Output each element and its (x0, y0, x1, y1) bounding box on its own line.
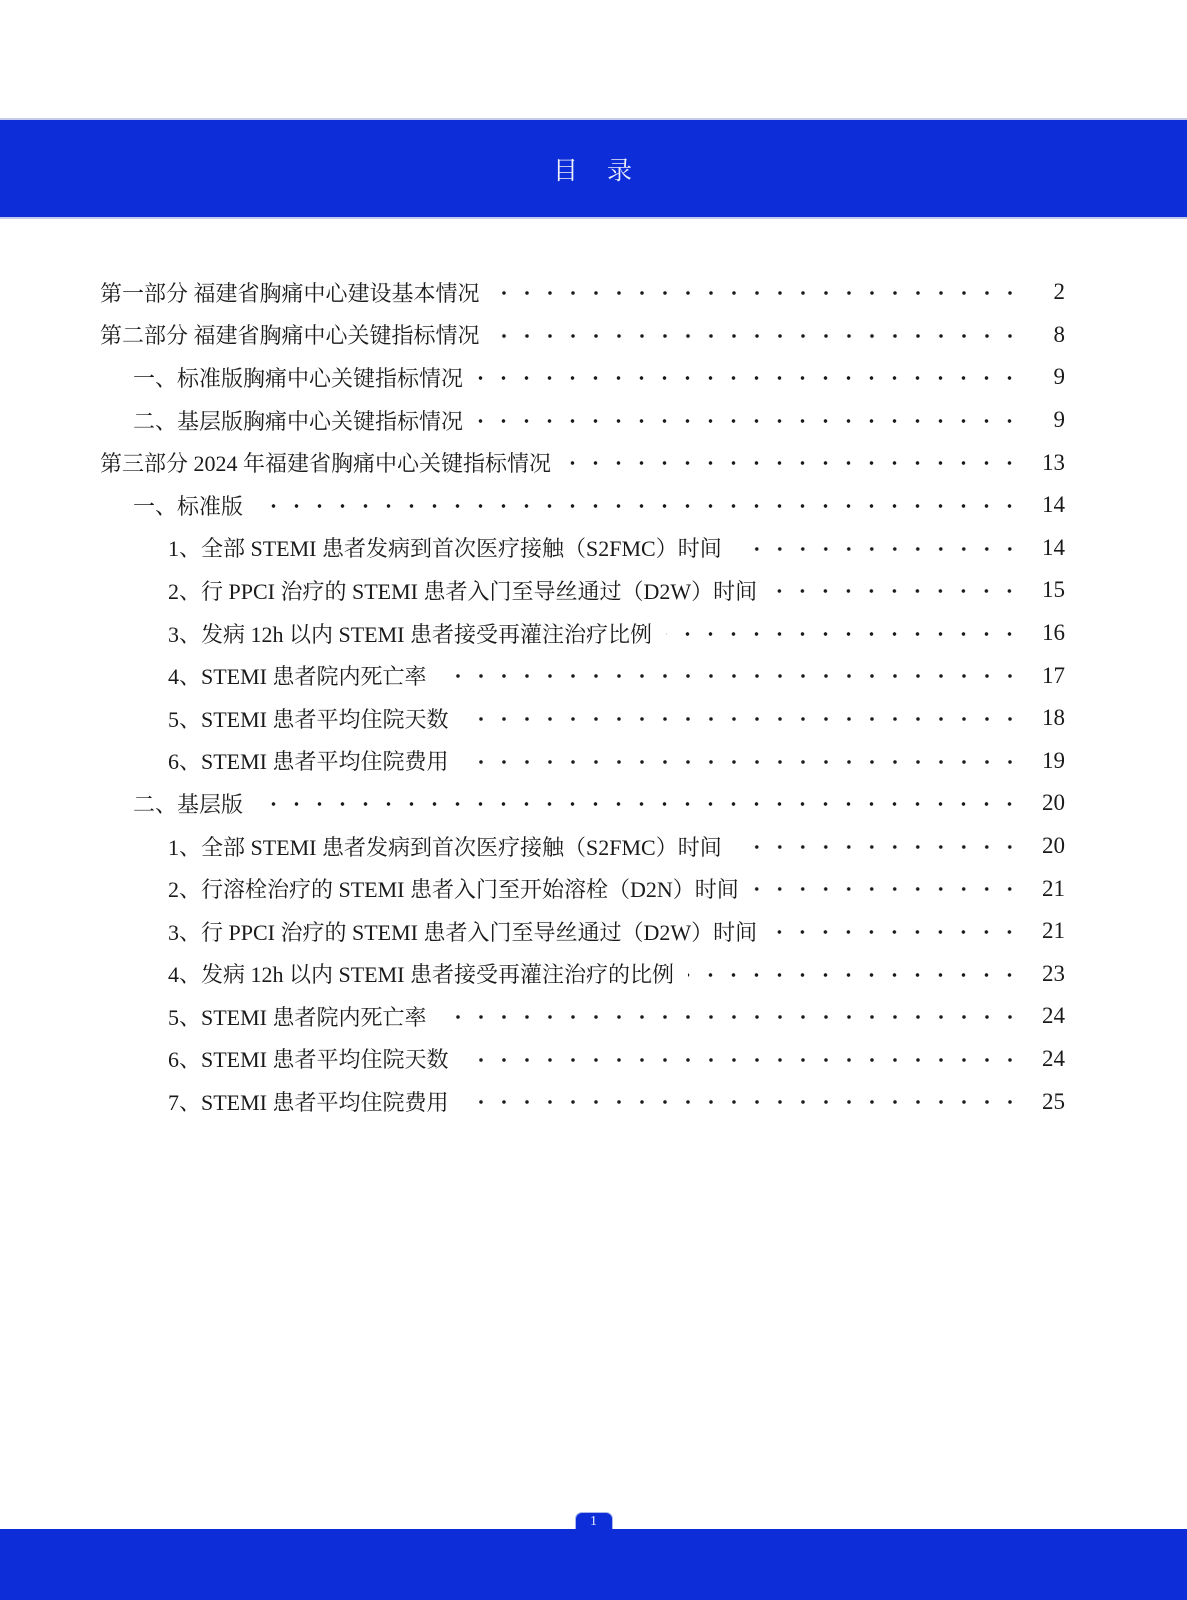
toc-entry-label: 1、全部 STEMI 患者发病到首次医疗接触（S2FMC）时间 (168, 834, 722, 860)
toc-entry-page-number: 8 (1053, 321, 1065, 347)
toc-dot-leader (441, 654, 1021, 697)
toc-dot-leader (771, 569, 1021, 612)
toc-entry-label: 第三部分 2024 年福建省胸痛中心关键指标情况 (100, 451, 552, 477)
toc-entry-label: 5、STEMI 患者院内死亡率 (168, 1004, 427, 1030)
toc-entry-label: 2、行溶栓治疗的 STEMI 患者入门至开始溶栓（D2N）时间 (168, 877, 739, 903)
toc-entry-label: 一、标准版胸痛中心关键指标情况 (133, 365, 464, 391)
toc-entry[interactable] (100, 441, 1065, 484)
toc-entry-label: 第一部分 福建省胸痛中心建设基本情况 (100, 280, 480, 306)
toc-dot-leader (736, 527, 1021, 570)
toc-entry[interactable] (100, 612, 1065, 655)
toc-dot-leader (565, 441, 1021, 484)
toc-entry-label: 2、行 PPCI 治疗的 STEMI 患者入门至导丝通过（D2W）时间 (168, 578, 758, 604)
toc-entry-page-number: 9 (1053, 407, 1065, 433)
toc-entry-page-number: 9 (1053, 364, 1065, 390)
toc-entry[interactable] (100, 910, 1065, 953)
toc-entry[interactable] (100, 1038, 1065, 1081)
toc-entry-label: 7、STEMI 患者平均住院费用 (168, 1090, 449, 1116)
toc-dot-leader (463, 697, 1021, 740)
toc-entry[interactable] (100, 867, 1065, 910)
toc-entry-label: 3、发病 12h 以内 STEMI 患者接受再灌注治疗比例 (168, 621, 653, 647)
toc-dot-leader (463, 1038, 1021, 1081)
toc-entry[interactable] (100, 740, 1065, 783)
toc-dot-leader (736, 825, 1021, 868)
footer-page-number: 1 (590, 1514, 597, 1529)
toc-entry[interactable] (100, 569, 1065, 612)
toc-dot-leader (494, 271, 1021, 314)
toc-header-band (0, 118, 1187, 219)
toc-entry[interactable] (100, 356, 1065, 399)
toc-dot-leader (463, 740, 1021, 783)
toc-entry-label: 3、行 PPCI 治疗的 STEMI 患者入门至导丝通过（D2W）时间 (168, 919, 758, 945)
toc-dot-leader (257, 484, 1021, 527)
toc-entry-page-number: 15 (1042, 577, 1065, 603)
toc-entry-page-number: 24 (1042, 1003, 1065, 1029)
toc-entry[interactable] (100, 314, 1065, 357)
toc-entry[interactable] (100, 697, 1065, 740)
toc-dot-leader (463, 1080, 1021, 1123)
toc-dot-leader (477, 399, 1021, 442)
toc-dot-leader (494, 314, 1021, 357)
toc-entry-label: 6、STEMI 患者平均住院费用 (168, 749, 449, 775)
toc-entry-page-number: 14 (1042, 534, 1065, 560)
toc-entry-page-number: 20 (1042, 833, 1065, 859)
toc-entry[interactable] (100, 527, 1065, 570)
toc-dot-leader (257, 782, 1021, 825)
toc-entry[interactable] (100, 782, 1065, 825)
toc-entry[interactable] (100, 271, 1065, 314)
toc-dot-leader (441, 995, 1021, 1038)
toc-entry[interactable] (100, 825, 1065, 868)
footer-page-tab (575, 1512, 613, 1529)
toc-entry[interactable] (100, 484, 1065, 527)
toc-entry[interactable] (100, 953, 1065, 996)
toc-list (100, 271, 1065, 1123)
toc-entry[interactable] (100, 399, 1065, 442)
toc-entry-page-number: 21 (1042, 875, 1065, 901)
toc-entry[interactable] (100, 995, 1065, 1038)
toc-entry-page-number: 19 (1042, 747, 1065, 773)
toc-entry-page-number: 21 (1042, 918, 1065, 944)
toc-entry-page-number: 13 (1042, 449, 1065, 475)
toc-entry-label: 二、基层版 (133, 791, 244, 817)
toc-entry-label: 5、STEMI 患者平均住院天数 (168, 706, 449, 732)
toc-dot-leader (753, 867, 1021, 910)
toc-entry-page-number: 16 (1042, 620, 1065, 646)
toc-entry-label: 1、全部 STEMI 患者发病到首次医疗接触（S2FMC）时间 (168, 536, 722, 562)
footer-band (0, 1529, 1187, 1600)
toc-title: 目 录 (552, 157, 634, 185)
toc-dot-leader (688, 953, 1021, 996)
toc-entry-page-number: 2 (1053, 279, 1065, 305)
toc-entry[interactable] (100, 654, 1065, 697)
toc-entry[interactable] (100, 1080, 1065, 1123)
toc-entry-page-number: 23 (1042, 960, 1065, 986)
toc-dot-leader (477, 356, 1021, 399)
toc-entry-label: 二、基层版胸痛中心关键指标情况 (133, 408, 464, 434)
toc-entry-page-number: 14 (1042, 492, 1065, 518)
toc-dot-leader (666, 612, 1021, 655)
toc-entry-label: 6、STEMI 患者平均住院天数 (168, 1047, 449, 1073)
toc-entry-page-number: 17 (1042, 662, 1065, 688)
toc-entry-label: 第二部分 福建省胸痛中心关键指标情况 (100, 323, 480, 349)
toc-entry-label: 4、STEMI 患者院内死亡率 (168, 664, 427, 690)
toc-entry-page-number: 20 (1042, 790, 1065, 816)
toc-entry-page-number: 24 (1042, 1045, 1065, 1071)
toc-entry-page-number: 18 (1042, 705, 1065, 731)
toc-dot-leader (771, 910, 1021, 953)
toc-entry-label: 一、标准版 (133, 493, 244, 519)
toc-entry-label: 4、发病 12h 以内 STEMI 患者接受再灌注治疗的比例 (168, 962, 675, 988)
toc-entry-page-number: 25 (1042, 1088, 1065, 1114)
